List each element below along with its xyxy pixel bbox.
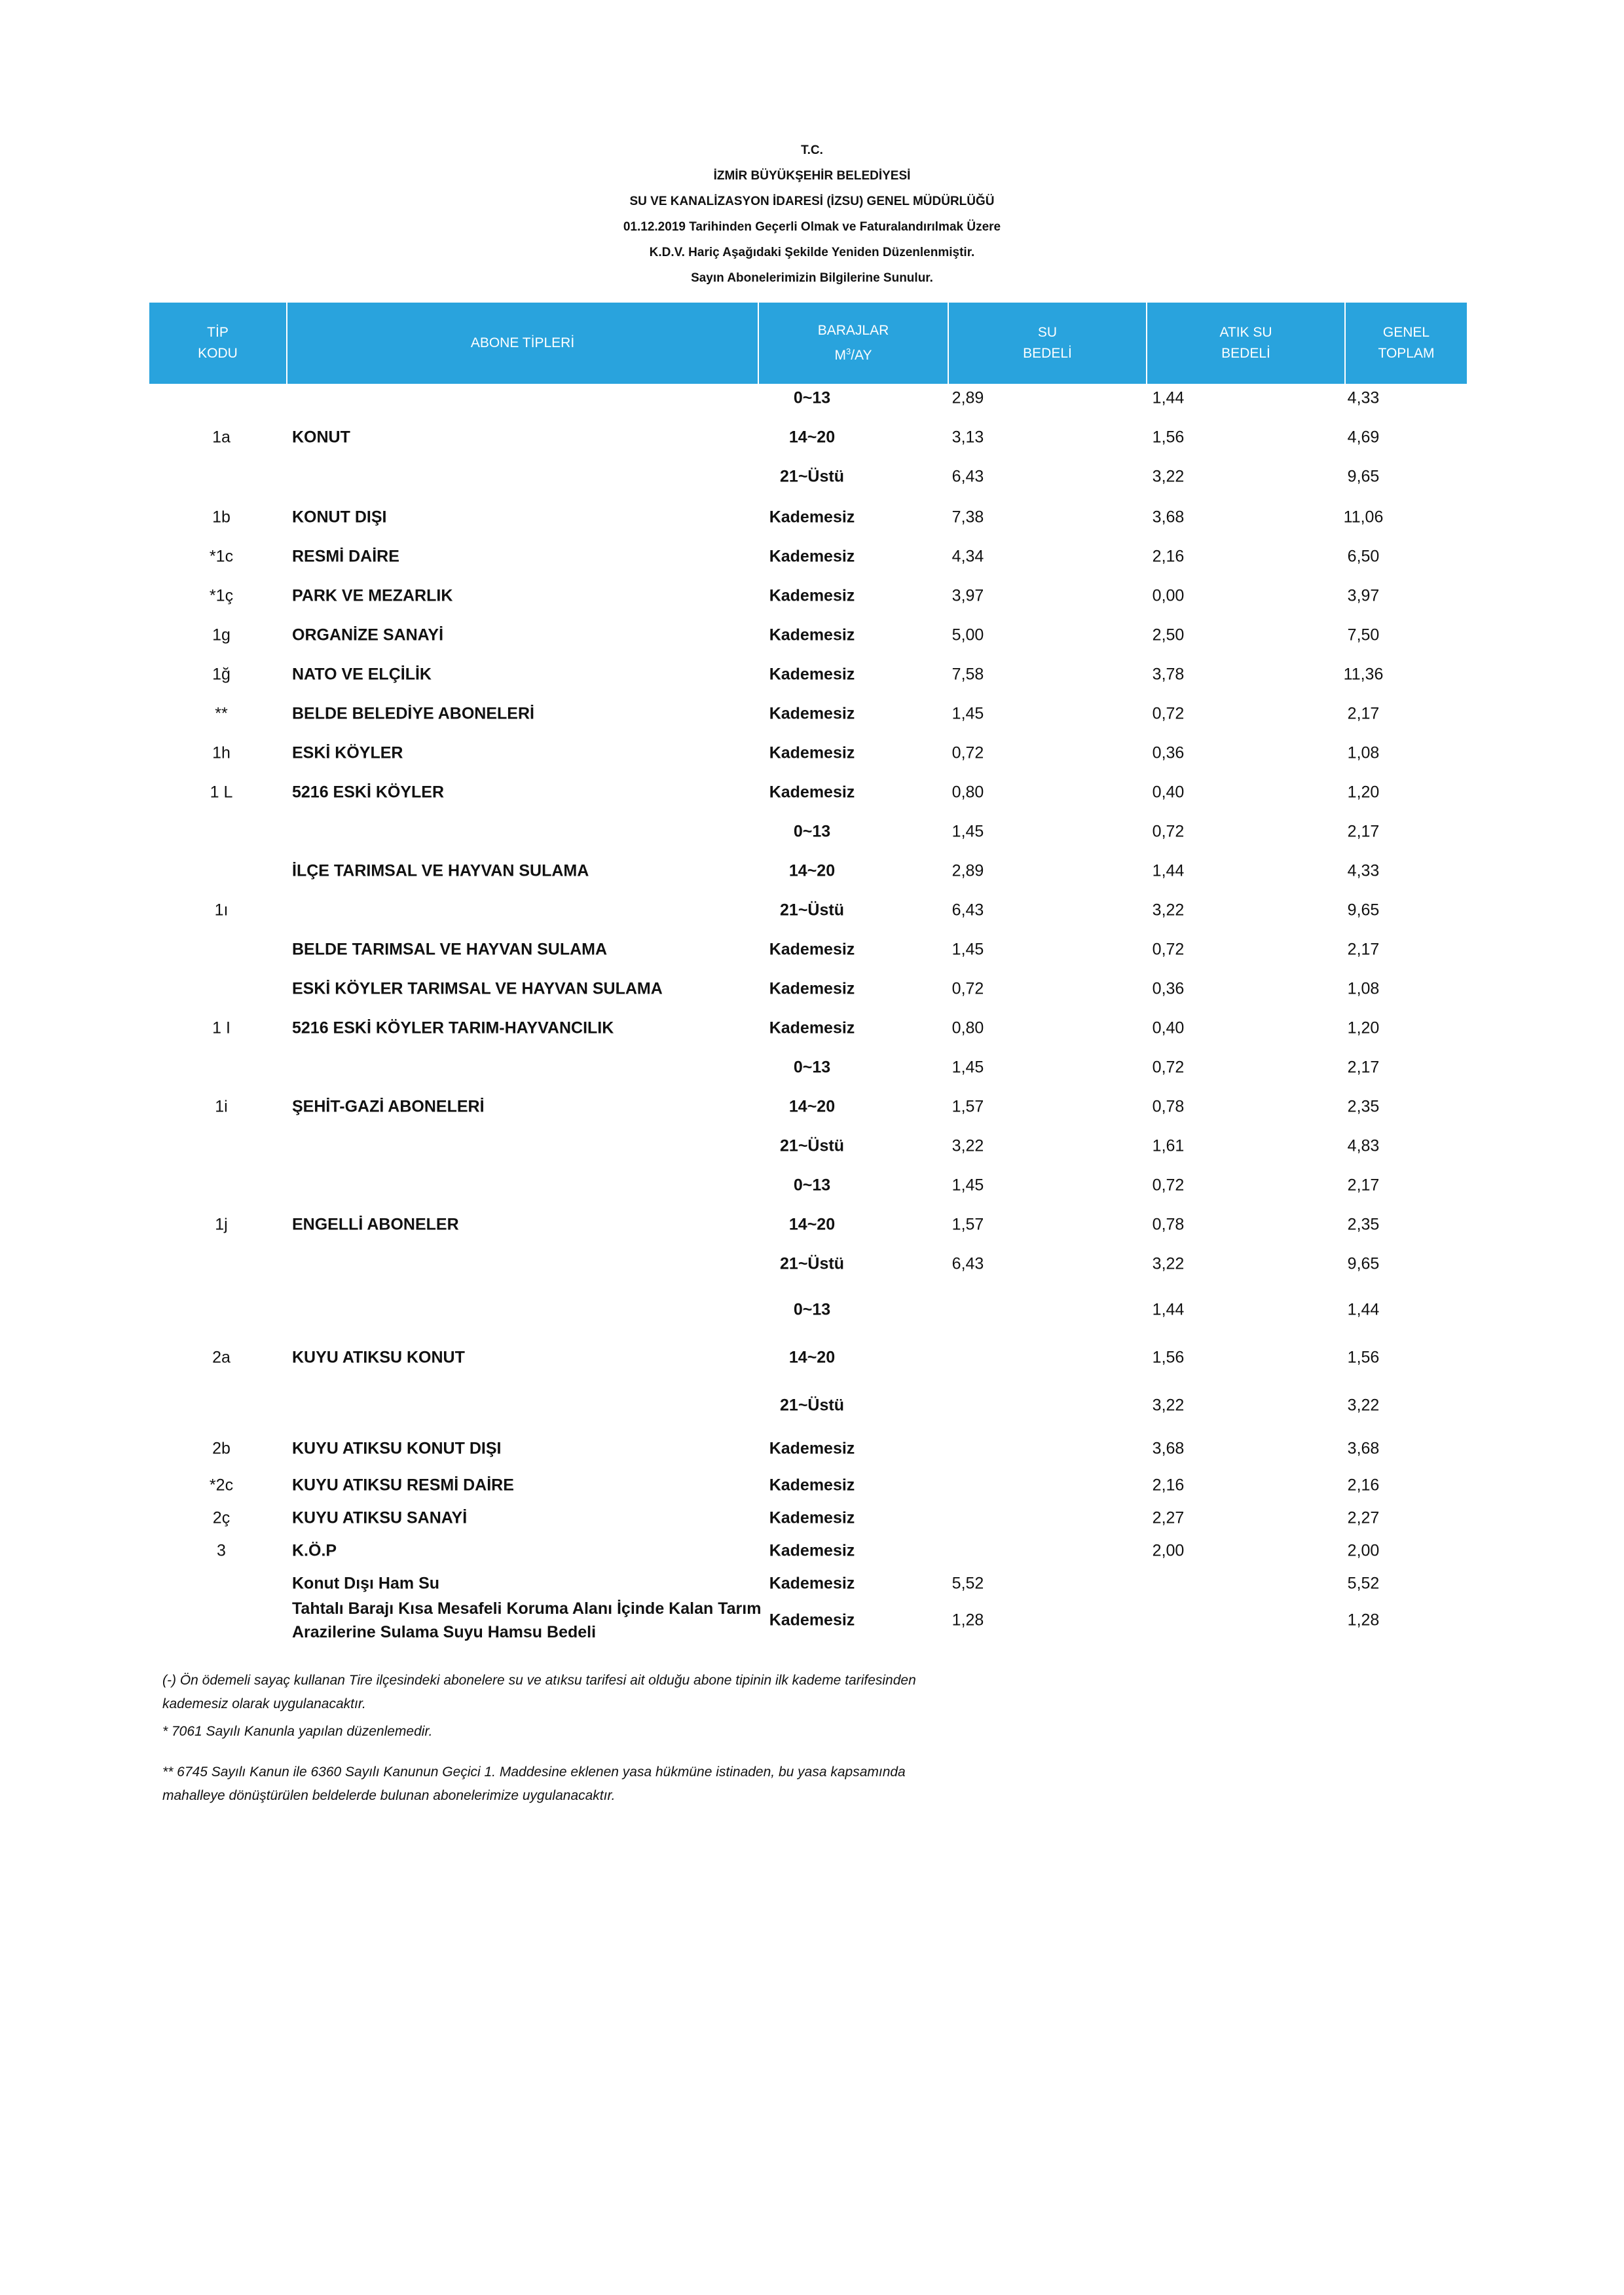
su-bedeli: 6,43 <box>951 467 984 486</box>
genel-toplam: 1,20 <box>1347 783 1380 802</box>
col-header-text: ABONE TİPLERİ <box>470 335 575 350</box>
genel-toplam: 4,69 <box>1347 428 1380 447</box>
genel-toplam: 6,50 <box>1347 547 1380 566</box>
genel-toplam: 2,17 <box>1347 822 1380 841</box>
su-bedeli: 7,38 <box>951 508 984 527</box>
col-header-text: TOPLAM <box>1378 346 1435 361</box>
tip-kodu: *1c <box>209 547 234 566</box>
atik-su-bedeli: 1,56 <box>1152 1348 1185 1367</box>
atik-su-bedeli: 1,61 <box>1152 1136 1185 1155</box>
su-bedeli: 3,13 <box>951 428 984 447</box>
col-header-atik-su-bedeli <box>1147 303 1346 384</box>
tip-kodu: 1ğ <box>212 665 231 684</box>
baraj-kademe: 21~Üstü <box>780 901 844 920</box>
baraj-kademe: Kademesiz <box>769 547 855 566</box>
tip-kodu: ** <box>215 704 228 723</box>
baraj-kademe: Kademesiz <box>769 625 855 644</box>
header-line: İZMİR BÜYÜKŞEHİR BELEDİYESİ <box>713 169 911 183</box>
genel-toplam: 4,33 <box>1347 861 1380 880</box>
footnote-6745: ** 6745 Sayılı Kanun ile 6360 Sayılı Kanunun Geçici 1. Maddesine eklenen yasa hükmüne istinaden, bu yasa kapsamında mahalleye dönüştürülen beldelerde bulunan abonelerimize uygulanacaktır. <box>162 1764 906 1803</box>
genel-toplam: 1,08 <box>1347 979 1380 998</box>
col-header-genel-toplam <box>1346 303 1467 384</box>
col-header-tip-kodu <box>149 303 287 384</box>
genel-toplam: 2,17 <box>1347 1058 1380 1077</box>
header-line: K.D.V. Hariç Aşağıdaki Şekilde Yeniden Düzenlenmiştir. <box>649 246 975 259</box>
abone-tipi: KONUT DIŞI <box>292 508 387 527</box>
genel-toplam: 1,08 <box>1347 743 1380 762</box>
abone-tipi: İLÇE TARIMSAL VE HAYVAN SULAMA <box>292 861 589 880</box>
col-header-text: $M^3/AY$ <box>834 346 872 363</box>
su-bedeli: 2,89 <box>951 388 984 407</box>
su-bedeli: 0,80 <box>951 1018 984 1037</box>
abone-tipi: BELDE TARIMSAL VE HAYVAN SULAMA <box>292 940 608 959</box>
baraj-kademe: Kademesiz <box>769 1476 855 1495</box>
atik-su-bedeli: 0,72 <box>1152 822 1185 841</box>
genel-toplam: 11,36 <box>1343 665 1384 684</box>
genel-toplam: 1,56 <box>1347 1348 1380 1367</box>
su-bedeli: 1,45 <box>951 1176 984 1195</box>
baraj-kademe: Kademesiz <box>769 704 855 723</box>
baraj-kademe: 21~Üstü <box>780 1396 844 1415</box>
abone-tipi: ORGANİZE SANAYİ <box>292 625 444 644</box>
baraj-kademe: 14~20 <box>788 861 836 880</box>
abone-tipi: Tahtalı Barajı Kısa Mesafeli Koruma Alanı İçinde Kalan Tarım Arazilerine Sulama Suyu Hamsu Bedeli <box>292 1599 762 1641</box>
su-bedeli: 5,52 <box>951 1574 984 1593</box>
su-bedeli: 0,80 <box>951 783 984 802</box>
baraj-kademe: 21~Üstü <box>780 1254 844 1273</box>
atik-su-bedeli: 0,72 <box>1152 1058 1185 1077</box>
tip-kodu: 1a <box>212 428 231 447</box>
abone-tipi: RESMİ DAİRE <box>292 547 399 566</box>
footnote-prepaid: (-) Ön ödemeli sayaç kullanan Tire ilçesindeki abonelere su ve atıksu tarifesi ait olduğu abone tipinin ilk kademe tarifesinden kademesiz olarak uygulanacaktır. <box>162 1673 916 1711</box>
genel-toplam: 1,28 <box>1347 1611 1380 1630</box>
genel-toplam: 11,06 <box>1343 508 1384 527</box>
header-line: 01.12.2019 Tarihinden Geçerli Olmak ve Faturalandırılmak Üzere <box>623 220 1001 234</box>
tip-kodu: 1ı <box>214 901 229 920</box>
baraj-kademe: 21~Üstü <box>780 467 844 486</box>
baraj-kademe: 0~13 <box>793 822 831 841</box>
tip-kodu: *1ç <box>209 586 234 605</box>
header-line: SU VE KANALİZASYON İDARESİ (İZSU) GENEL MÜDÜRLÜĞÜ <box>629 195 995 208</box>
baraj-kademe: Kademesiz <box>769 508 855 527</box>
footnote-7061: * 7061 Sayılı Kanunla yapılan düzenlemedir. <box>162 1724 433 1739</box>
atik-su-bedeli: 2,27 <box>1152 1508 1185 1527</box>
abone-tipi: K.Ö.P <box>292 1541 337 1560</box>
genel-toplam: 7,50 <box>1347 625 1380 644</box>
atik-su-bedeli: 1,44 <box>1152 388 1185 407</box>
header-line: Sayın Abonelerimizin Bilgilerine Sunulur. <box>691 271 933 285</box>
genel-toplam: 3,97 <box>1347 586 1380 605</box>
su-bedeli: 1,57 <box>951 1097 984 1116</box>
col-header-text: BEDELİ <box>1023 346 1072 361</box>
genel-toplam: 9,65 <box>1347 1254 1380 1273</box>
su-bedeli: 1,57 <box>951 1215 984 1234</box>
su-bedeli: 0,72 <box>951 743 984 762</box>
atik-su-bedeli: 0,72 <box>1152 1176 1185 1195</box>
table-header <box>149 303 1467 384</box>
baraj-kademe: 14~20 <box>788 1215 836 1234</box>
genel-toplam: 4,33 <box>1347 388 1380 407</box>
genel-toplam: 2,35 <box>1347 1215 1380 1234</box>
atik-su-bedeli: 0,40 <box>1152 1018 1185 1037</box>
baraj-kademe: 14~20 <box>788 428 836 447</box>
tip-kodu: 1j <box>215 1215 228 1234</box>
atik-su-bedeli: 3,22 <box>1152 467 1185 486</box>
genel-toplam: 1,44 <box>1347 1300 1380 1319</box>
baraj-kademe: 14~20 <box>788 1097 836 1116</box>
genel-toplam: 2,27 <box>1347 1508 1380 1527</box>
genel-toplam: 2,00 <box>1347 1541 1380 1560</box>
su-bedeli: 5,00 <box>951 625 984 644</box>
atik-su-bedeli: 2,50 <box>1152 625 1185 644</box>
baraj-kademe: Kademesiz <box>769 665 855 684</box>
tip-kodu: 2b <box>212 1439 231 1458</box>
col-header-text: BARAJLAR <box>817 323 889 338</box>
atik-su-bedeli: 3,22 <box>1152 1396 1185 1415</box>
baraj-kademe: Kademesiz <box>769 940 855 959</box>
atik-su-bedeli: 0,78 <box>1152 1215 1185 1234</box>
genel-toplam: 2,17 <box>1347 704 1380 723</box>
abone-tipi: PARK VE MEZARLIK <box>292 586 453 605</box>
genel-toplam: 3,22 <box>1347 1396 1380 1415</box>
abone-tipi: KUYU ATIKSU SANAYİ <box>292 1508 468 1527</box>
baraj-kademe: 21~Üstü <box>780 1136 844 1155</box>
abone-tipi: KUYU ATIKSU KONUT DIŞI <box>292 1439 502 1458</box>
baraj-kademe: 0~13 <box>793 1300 831 1319</box>
baraj-kademe: Kademesiz <box>769 783 855 802</box>
abone-tipi: KUYU ATIKSU RESMİ DAİRE <box>292 1476 514 1495</box>
su-bedeli: 1,28 <box>951 1611 984 1630</box>
tip-kodu: *2c <box>209 1476 234 1495</box>
su-bedeli: 1,45 <box>951 704 984 723</box>
baraj-kademe: Kademesiz <box>769 1541 855 1560</box>
tip-kodu: 2a <box>212 1348 231 1367</box>
atik-su-bedeli: 3,68 <box>1152 508 1185 527</box>
tip-kodu: 1 I <box>212 1018 231 1037</box>
col-header-text: ATIK SU <box>1219 325 1272 340</box>
genel-toplam: 9,65 <box>1347 467 1380 486</box>
tip-kodu: 1b <box>212 508 231 527</box>
col-header-text: BEDELİ <box>1221 346 1270 361</box>
baraj-kademe: Kademesiz <box>769 979 855 998</box>
abone-tipi: ŞEHİT-GAZİ ABONELERİ <box>292 1097 485 1116</box>
header-line: T.C. <box>801 143 823 157</box>
atik-su-bedeli: 3,68 <box>1152 1439 1185 1458</box>
abone-tipi: NATO VE ELÇİLİK <box>292 665 432 684</box>
baraj-kademe: Kademesiz <box>769 1611 855 1630</box>
col-header-barajlar <box>759 303 949 384</box>
tip-kodu: 2ç <box>212 1508 231 1527</box>
abone-tipi: BELDE BELEDİYE ABONELERİ <box>292 704 534 723</box>
baraj-kademe: Kademesiz <box>769 1018 855 1037</box>
atik-su-bedeli: 0,78 <box>1152 1097 1185 1116</box>
abone-tipi: KONUT <box>292 428 350 447</box>
genel-toplam: 5,52 <box>1347 1574 1380 1593</box>
abone-tipi: 5216 ESKİ KÖYLER TARIM-HAYVANCILIK <box>292 1018 614 1037</box>
atik-su-bedeli: 2,16 <box>1152 1476 1185 1495</box>
abone-tipi: ESKİ KÖYLER <box>292 743 403 762</box>
atik-su-bedeli: 0,40 <box>1152 783 1185 802</box>
su-bedeli: 1,45 <box>951 822 984 841</box>
atik-su-bedeli: 0,72 <box>1152 940 1185 959</box>
atik-su-bedeli: 0,36 <box>1152 979 1185 998</box>
atik-su-bedeli: 0,72 <box>1152 704 1185 723</box>
tip-kodu: 1 L <box>210 783 233 802</box>
atik-su-bedeli: 2,16 <box>1152 547 1185 566</box>
atik-su-bedeli: 3,78 <box>1152 665 1185 684</box>
tip-kodu: 1g <box>212 625 231 644</box>
atik-su-bedeli: 1,44 <box>1152 861 1185 880</box>
col-header-su-bedeli <box>949 303 1147 384</box>
col-header-text: GENEL <box>1382 325 1430 340</box>
genel-toplam: 2,17 <box>1347 1176 1380 1195</box>
abone-tipi: 5216 ESKİ KÖYLER <box>292 783 445 802</box>
genel-toplam: 1,20 <box>1347 1018 1380 1037</box>
atik-su-bedeli: 3,22 <box>1152 1254 1185 1273</box>
su-bedeli: 2,89 <box>951 861 984 880</box>
baraj-kademe: Kademesiz <box>769 1508 855 1527</box>
genel-toplam: 2,16 <box>1347 1476 1380 1495</box>
baraj-kademe: 0~13 <box>793 1058 831 1077</box>
su-bedeli: 3,97 <box>951 586 984 605</box>
tip-kodu: 3 <box>217 1541 226 1560</box>
abone-tipi: Konut Dışı Ham Su <box>292 1574 440 1593</box>
tip-kodu: 1i <box>215 1097 228 1116</box>
atik-su-bedeli: 2,00 <box>1152 1541 1185 1560</box>
abone-tipi: ENGELLİ ABONELER <box>292 1215 459 1234</box>
su-bedeli: 4,34 <box>951 547 984 566</box>
atik-su-bedeli: 3,22 <box>1152 901 1185 920</box>
su-bedeli: 7,58 <box>951 665 984 684</box>
su-bedeli: 1,45 <box>951 1058 984 1077</box>
baraj-kademe: Kademesiz <box>769 1439 855 1458</box>
su-bedeli: 0,72 <box>951 979 984 998</box>
col-header-text: KODU <box>198 346 238 361</box>
atik-su-bedeli: 1,56 <box>1152 428 1185 447</box>
abone-tipi: ESKİ KÖYLER TARIMSAL VE HAYVAN SULAMA <box>292 979 663 998</box>
baraj-kademe: 14~20 <box>788 1348 836 1367</box>
genel-toplam: 4,83 <box>1347 1136 1380 1155</box>
document-header <box>0 138 1624 291</box>
genel-toplam: 2,35 <box>1347 1097 1380 1116</box>
atik-su-bedeli: 0,00 <box>1152 586 1185 605</box>
su-bedeli: 6,43 <box>951 1254 984 1273</box>
baraj-kademe: Kademesiz <box>769 743 855 762</box>
col-header-text: TİP <box>207 325 229 340</box>
genel-toplam: 3,68 <box>1347 1439 1380 1458</box>
baraj-kademe: Kademesiz <box>769 586 855 605</box>
baraj-kademe: Kademesiz <box>769 1574 855 1593</box>
col-header-abone-tipleri <box>287 303 759 384</box>
baraj-kademe: 0~13 <box>793 388 831 407</box>
atik-su-bedeli: 0,36 <box>1152 743 1185 762</box>
su-bedeli: 1,45 <box>951 940 984 959</box>
genel-toplam: 2,17 <box>1347 940 1380 959</box>
su-bedeli: 6,43 <box>951 901 984 920</box>
genel-toplam: 9,65 <box>1347 901 1380 920</box>
tip-kodu: 1h <box>212 743 231 762</box>
su-bedeli: 3,22 <box>951 1136 984 1155</box>
atik-su-bedeli: 1,44 <box>1152 1300 1185 1319</box>
footnotes <box>162 1669 948 1812</box>
baraj-kademe: 0~13 <box>793 1176 831 1195</box>
col-header-text: SU <box>1037 325 1058 340</box>
abone-tipi: KUYU ATIKSU KONUT <box>292 1348 465 1367</box>
